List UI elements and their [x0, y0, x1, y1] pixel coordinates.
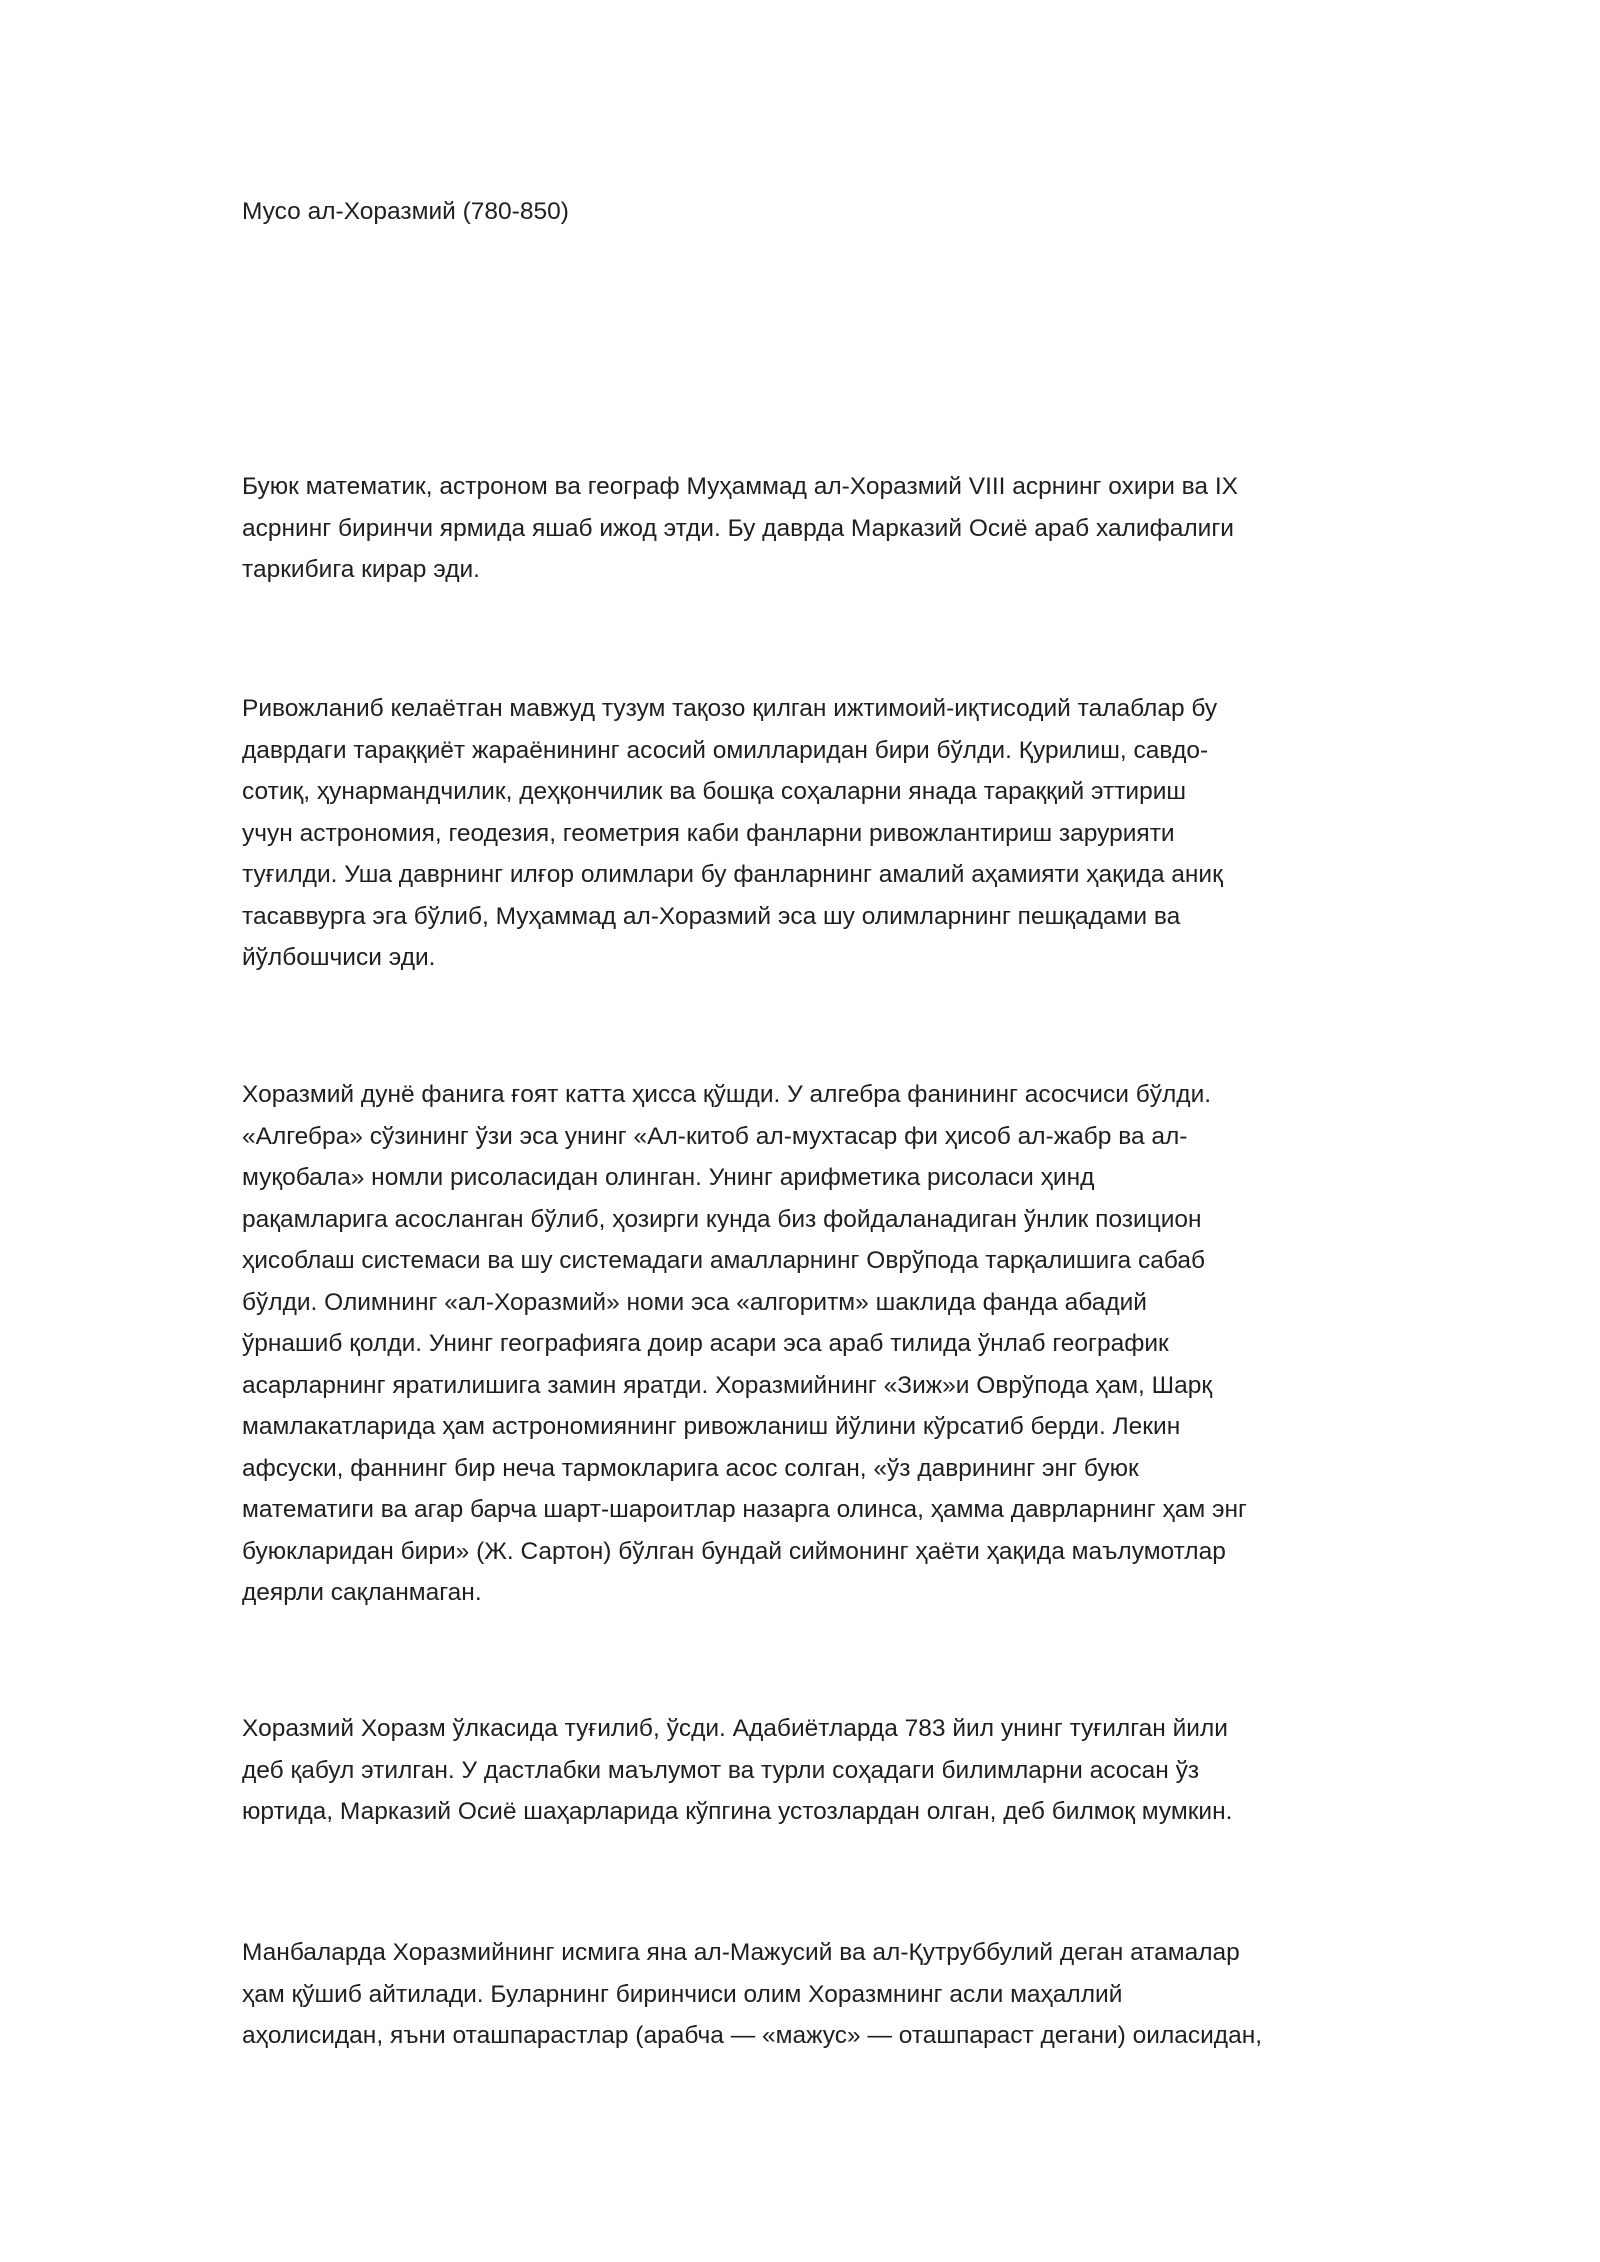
text-line: сотиқ, ҳунармандчилик, деҳқончилик ва бошқа соҳаларни янада тараққий эттириш [242, 778, 1187, 805]
text-line: деб қабул этилган. У дастлабки маълумот ва турли соҳадаги билимларни асосан ўз [242, 1756, 1200, 1784]
text-line: Хоразмий Хоразм ўлкасида туғилиб, ўсди. Адабиётларда 783 йил унинг туғилган йили [242, 1715, 1228, 1742]
text-line: Ривожланиб келаётган мавжуд тузум тақозо қилган ижтимоий-иқтисодий талаблар бу [242, 695, 1218, 722]
paragraph-4 [242, 1708, 1360, 1833]
text-line: ҳисоблаш системаси ва шу системадаги амалларнинг Оврўпода тарқалишига сабаб [242, 1247, 1205, 1274]
text-line: бўлди. Олимнинг «ал-Хоразмий» номи эса «алгоритм» шаклида фанда абадий [242, 1288, 1147, 1316]
text-line: даврдаги тараққиёт жараёнининг асосий омилларидан бири бўлди. Қурилиш, савдо- [242, 736, 1209, 764]
text-line: Манбаларда Хоразмийнинг исмига яна ал-Мажусий ва ал-Қутруббулий деган атамалар [242, 1939, 1240, 1966]
text-line: ўрнашиб қолди. Унинг географияга доир асари эса араб тилида ўнлаб географик [242, 1330, 1169, 1357]
document-title: Мусо ал-Хоразмий (780-850) [242, 198, 569, 225]
text-line: юртида, Марказий Осиё шаҳарларида кўпгина устозлардан олган, деб билмоқ мумкин. [242, 1798, 1233, 1825]
paragraph-5 [242, 1932, 1360, 2057]
text-line: «Алгебра» сўзининг ўзи эса унинг «Ал-китоб ал-мухтасар фи ҳисоб ал-жабр ва ал- [242, 1122, 1188, 1150]
text-line: асрнинг биринчи ярмида яшаб ижод этди. Бу даврда Марказий Осиё араб халифалиги [242, 514, 1234, 542]
text-line: ҳам қўшиб айтилади. Буларнинг биринчиси олим Хоразмнинг асли маҳаллий [242, 1980, 1123, 2008]
text-line: туғилди. Уша даврнинг илғор олимлари бу фанларнинг амалий аҳамияти ҳақида аниқ [242, 861, 1223, 888]
text-line: учун астрономия, геодезия, геометрия каби фанларни ривожлантириш зарурияти [242, 819, 1175, 847]
text-line: асарларнинг яратилишига замин яратди. Хоразмийнинг «Зиж»и Оврўпода ҳам, Шарқ [242, 1371, 1213, 1399]
text-line: мамлакатларида ҳам астрономиянинг ривожланиш йўлини кўрсатиб берди. Лекин [242, 1413, 1181, 1440]
paragraph-3 [242, 1074, 1360, 1614]
paragraph-2 [242, 688, 1360, 979]
text-line: таркибига кирар эди. [242, 556, 480, 583]
text-line: Буюк математик, астроном ва географ Муҳаммад ал-Хоразмий VIII асрнинг охири ва IX [242, 473, 1239, 500]
paragraph-1 [242, 466, 1360, 591]
text-line: рақамларига асосланган бўлиб, ҳозирги кунда биз фойдаланадиган ўнлик позицион [242, 1205, 1202, 1233]
text-line: буюкларидан бири» (Ж. Сартон) бўлган бундай сиймонинг ҳаёти ҳақида маълумотлар [242, 1537, 1226, 1565]
text-line: афсуски, фаннинг бир неча тармокларига асос солган, «ўз даврининг энг буюк [242, 1454, 1139, 1482]
text-line: йўлбошчиси эди. [242, 944, 436, 971]
text-line: деярли сақланмаган. [242, 1579, 482, 1606]
text-line: тасаввурга эга бўлиб, Муҳаммад ал-Хоразмий эса шу олимларнинг пешқадами ва [242, 902, 1181, 930]
text-line: математиги ва агар барча шарт-шароитлар назарга олинса, ҳамма даврларнинг ҳам энг [242, 1496, 1247, 1523]
text-line: Хоразмий дунё фанига ғоят катта ҳисса қўшди. У алгебра фанининг асосчиси бўлди. [242, 1081, 1212, 1108]
text-line: муқобала» номли рисоласидан олинган. Унинг арифметика рисоласи ҳинд [242, 1164, 1095, 1191]
text-line: аҳолисидан, яъни оташпарастлар (арабча — «мажус» — оташпараст дегани) оиласидан, [242, 2022, 1263, 2049]
